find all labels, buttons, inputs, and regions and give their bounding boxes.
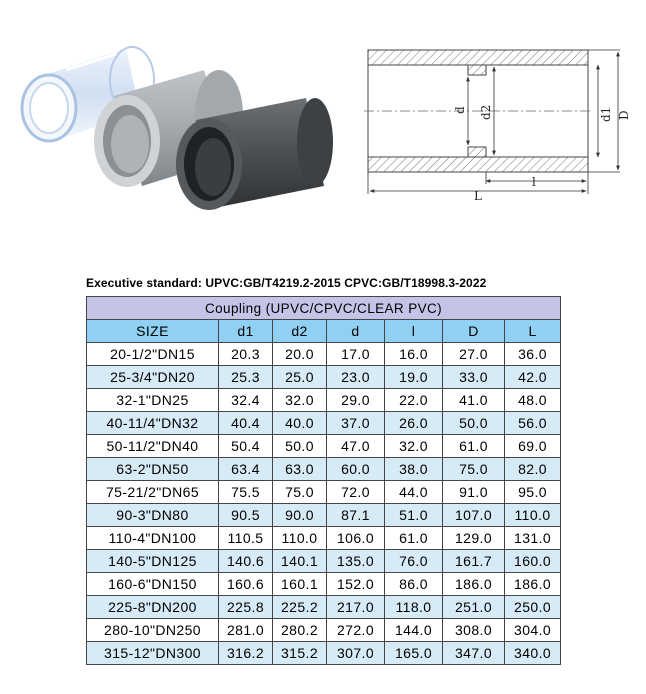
dimension-cell: 51.0 (385, 504, 443, 527)
dimension-cell: 307.0 (327, 642, 385, 665)
table-row (87, 481, 561, 504)
size-cell: 63-2"DN50 (87, 458, 219, 481)
column-header: SIZE (87, 320, 219, 343)
dimension-cell: 75.0 (443, 458, 505, 481)
dimension-cell: 44.0 (385, 481, 443, 504)
dimension-cell: 61.0 (385, 527, 443, 550)
dimension-cell: 186.0 (505, 573, 561, 596)
dimension-cell: 23.0 (327, 366, 385, 389)
dimension-cell: 135.0 (327, 550, 385, 573)
column-header: d (327, 320, 385, 343)
dimension-cell: 110.0 (273, 527, 327, 550)
dimension-cell: 152.0 (327, 573, 385, 596)
dimension-cell: 90.0 (273, 504, 327, 527)
size-cell: 25-3/4"DN20 (87, 366, 219, 389)
dimension-cell: 33.0 (443, 366, 505, 389)
table-row (87, 435, 561, 458)
dimension-cell: 90.5 (219, 504, 273, 527)
column-header: D (443, 320, 505, 343)
dimension-cell: 32.4 (219, 389, 273, 412)
dimension-cell: 50.0 (443, 412, 505, 435)
table-row (87, 389, 561, 412)
table-header-row (87, 320, 561, 343)
dimension-cell: 76.0 (385, 550, 443, 573)
label-D: D (617, 110, 631, 120)
dimension-cell: 118.0 (385, 596, 443, 619)
dimension-cell: 86.0 (385, 573, 443, 596)
dimension-cell: 56.0 (505, 412, 561, 435)
dimension-cell: 61.0 (443, 435, 505, 458)
dimension-cell: 82.0 (505, 458, 561, 481)
size-cell: 160-6"DN150 (87, 573, 219, 596)
table-row (87, 458, 561, 481)
dimension-cell: 29.0 (327, 389, 385, 412)
size-cell: 90-3"DN80 (87, 504, 219, 527)
dimension-cell: 20.3 (219, 343, 273, 366)
size-cell: 50-11/2"DN40 (87, 435, 219, 458)
size-cell: 20-1/2"DN15 (87, 343, 219, 366)
dimension-cell: 19.0 (385, 366, 443, 389)
size-cell: 40-11/4"DN32 (87, 412, 219, 435)
dimension-cell: 22.0 (385, 389, 443, 412)
dimension-cell: 37.0 (327, 412, 385, 435)
table-row (87, 619, 561, 642)
coupling-dimension-diagram (356, 38, 646, 208)
dimension-cell: 32.0 (273, 389, 327, 412)
dimension-cell: 48.0 (505, 389, 561, 412)
label-d1: d1 (599, 106, 613, 122)
dimension-cell: 47.0 (327, 435, 385, 458)
dimension-cell: 75.5 (219, 481, 273, 504)
dimension-cell: 72.0 (327, 481, 385, 504)
dimension-cell: 272.0 (327, 619, 385, 642)
dimension-cell: 26.0 (385, 412, 443, 435)
dimension-cell: 32.0 (385, 435, 443, 458)
size-cell: 225-8"DN200 (87, 596, 219, 619)
dimension-cell: 60.0 (327, 458, 385, 481)
dimension-cell: 38.0 (385, 458, 443, 481)
column-header: d2 (273, 320, 327, 343)
dimension-cell: 129.0 (443, 527, 505, 550)
dimension-cell: 315.2 (273, 642, 327, 665)
dimension-cell: 36.0 (505, 343, 561, 366)
table-row (87, 550, 561, 573)
dimension-cell: 50.4 (219, 435, 273, 458)
dimension-cell: 186.0 (443, 573, 505, 596)
dimension-cell: 107.0 (443, 504, 505, 527)
size-cell: 315-12"DN300 (87, 642, 219, 665)
coupling-spec-table (86, 296, 561, 665)
dimension-cell: 17.0 (327, 343, 385, 366)
table-row (87, 596, 561, 619)
dimension-cell: 40.0 (273, 412, 327, 435)
dimension-cell: 161.7 (443, 550, 505, 573)
label-d: d (453, 106, 467, 114)
column-header: L (505, 320, 561, 343)
dimension-cell: 27.0 (443, 343, 505, 366)
dimension-cell: 20.0 (273, 343, 327, 366)
dimension-cell: 140.6 (219, 550, 273, 573)
coupling-product-photo (6, 40, 336, 215)
dimension-cell: 250.0 (505, 596, 561, 619)
dimension-cell: 16.0 (385, 343, 443, 366)
dimension-cell: 165.0 (385, 642, 443, 665)
dimension-cell: 69.0 (505, 435, 561, 458)
dimension-cell: 106.0 (327, 527, 385, 550)
table-row (87, 527, 561, 550)
dimension-cell: 280.2 (273, 619, 327, 642)
dimension-cell: 347.0 (443, 642, 505, 665)
table-row (87, 343, 561, 366)
size-cell: 75-21/2"DN65 (87, 481, 219, 504)
dimension-cell: 110.0 (505, 504, 561, 527)
executive-standard-note: Executive standard: UPVC:GB/T4219.2-2015 CPVC:GB/T18998.3-2022 (86, 276, 487, 290)
dimension-cell: 140.1 (273, 550, 327, 573)
column-header: d1 (219, 320, 273, 343)
dimension-cell: 91.0 (443, 481, 505, 504)
dimension-cell: 304.0 (505, 619, 561, 642)
table-row (87, 642, 561, 665)
table-body (87, 343, 561, 665)
table-row (87, 412, 561, 435)
dimension-cell: 225.8 (219, 596, 273, 619)
label-d2: d2 (479, 104, 493, 120)
dimension-cell: 95.0 (505, 481, 561, 504)
dimension-cell: 225.2 (273, 596, 327, 619)
dimension-cell: 42.0 (505, 366, 561, 389)
dimension-cell: 63.4 (219, 458, 273, 481)
column-header: l (385, 320, 443, 343)
label-l: l (532, 175, 536, 189)
dimension-cell: 160.1 (273, 573, 327, 596)
dimension-cell: 217.0 (327, 596, 385, 619)
dimension-cell: 75.0 (273, 481, 327, 504)
dimension-cell: 87.1 (327, 504, 385, 527)
table-row (87, 504, 561, 527)
dimension-cell: 63.0 (273, 458, 327, 481)
dimension-cell: 308.0 (443, 619, 505, 642)
size-cell: 110-4"DN100 (87, 527, 219, 550)
size-cell: 280-10"DN250 (87, 619, 219, 642)
dimension-cell: 160.6 (219, 573, 273, 596)
table-row (87, 366, 561, 389)
dimension-cell: 316.2 (219, 642, 273, 665)
dimension-cell: 144.0 (385, 619, 443, 642)
dimension-cell: 281.0 (219, 619, 273, 642)
dimension-cell: 40.4 (219, 412, 273, 435)
label-L: L (474, 189, 482, 203)
table-row (87, 573, 561, 596)
table-caption: Coupling (UPVC/CPVC/CLEAR PVC) (87, 297, 561, 320)
dimension-cell: 50.0 (273, 435, 327, 458)
size-cell: 140-5"DN125 (87, 550, 219, 573)
dimension-cell: 110.5 (219, 527, 273, 550)
dimension-cell: 251.0 (443, 596, 505, 619)
dimension-cell: 160.0 (505, 550, 561, 573)
dimension-cell: 25.0 (273, 366, 327, 389)
dimension-cell: 340.0 (505, 642, 561, 665)
dimension-cell: 131.0 (505, 527, 561, 550)
size-cell: 32-1"DN25 (87, 389, 219, 412)
dimension-cell: 25.3 (219, 366, 273, 389)
dimension-cell: 41.0 (443, 389, 505, 412)
